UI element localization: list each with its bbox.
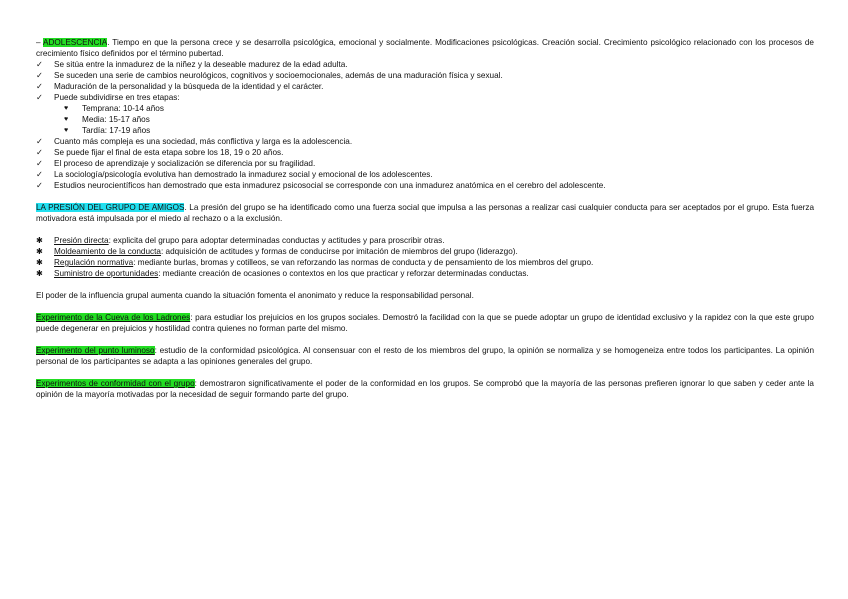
- item-term: Suministro de oportunidades: [54, 269, 159, 278]
- check-icon: ✓: [36, 137, 43, 146]
- experiment-term: Experimentos de conformidad con el grupo: [36, 379, 195, 388]
- experiment-term: Experimento de la Cueva de los Ladrones: [36, 313, 191, 322]
- list-item-text: Maduración de la personalidad y la búsqueda de la identidad y el carácter.: [54, 82, 324, 91]
- list-item: [36, 257, 814, 268]
- list-item: [36, 136, 814, 147]
- experiment-paragraph: [36, 378, 814, 400]
- heart-icon: ♥: [64, 105, 69, 112]
- item-term: Moldeamiento de la conducta: [54, 247, 161, 256]
- spacer: [36, 334, 814, 345]
- list-item: [36, 92, 814, 103]
- check-icon: ✓: [36, 93, 43, 102]
- check-icon: ✓: [36, 82, 43, 91]
- stage-text: Tardía: 17-19 años: [82, 126, 151, 135]
- adolescencia-text: . Tiempo en que la persona crece y se desarrolla psicológica, emocional y socialmente. Modificaciones psicológicas. Creación social. Crecimiento psicológico relacionado con los procesos de crecimiento físico definidos por el término pubertad.: [36, 38, 814, 58]
- item-text: : mediante burlas, bromas y cotilleos, se van reforzando las normas de conducta y de pensamiento de los miembros del grupo.: [133, 258, 594, 267]
- experiment-paragraph: [36, 345, 814, 367]
- heart-icon: ♥: [64, 127, 69, 134]
- experiment-term: Experimento del punto luminoso: [36, 346, 155, 355]
- grupo-text: . La presión del grupo se ha identificado como una fuerza social que impulsa a las personas a realizar casi cualquier conducta para ser aceptados por el grupo. Esta fuerza motivadora está impulsada por el miedo al rechazo o a la exclusión.: [36, 203, 814, 223]
- list-item: [36, 180, 814, 191]
- stage-text: Temprana: 10-14 años: [82, 104, 164, 113]
- list-item-text: Se suceden una serie de cambios neurológicos, cognitivos y socioemocionales, además de una maduración física y sexual.: [54, 71, 503, 80]
- adolescencia-term: ADOLESCENCIA: [43, 38, 108, 47]
- item-text: : mediante creación de ocasiones o contextos en los que practicar y reforzar determinadas conductas.: [158, 269, 529, 278]
- list-item: [36, 70, 814, 81]
- stage-text: Media: 15-17 años: [82, 115, 150, 124]
- list-item-text: Se sitúa entre la inmadurez de la niñez y la deseable madurez de la edad adulta.: [54, 60, 348, 69]
- list-item: [36, 59, 814, 70]
- item-term: Regulación normativa: [54, 258, 134, 267]
- experiment-text: : demostraron significativamente el poder de la conformidad en los grupos. Se comprobó que la mayoría de las personas prefieren ignorar lo que saben y ceder ante la opinión de la mayoría motivadas por la necesidad de seguir formando parte del grupo.: [36, 379, 814, 399]
- pressure-types-list: [36, 235, 814, 279]
- item-text: : explicita del grupo para adoptar determinadas conductas y actitudes y para proscribir otras.: [108, 236, 445, 245]
- experiment-text: : estudio de la conformidad psicológica. Al consensuar con el resto de los miembros del grupo, la opinión se normaliza y se homogeneiza entre todos los participantes. La opinión personal de los participantes se adapta a las opiniones generales del grupo.: [36, 346, 814, 366]
- dash: –: [36, 38, 44, 47]
- spacer: [36, 191, 814, 202]
- influence-paragraph: El poder de la influencia grupal aumenta cuando la situación fomenta el anonimato y reduce la responsabilidad personal.: [36, 291, 474, 300]
- stage-item: [36, 125, 814, 136]
- stages-list: [36, 103, 814, 136]
- experiment-paragraph: [36, 312, 814, 334]
- asterisk-icon: ✱: [36, 247, 43, 256]
- asterisk-icon: ✱: [36, 258, 43, 267]
- list-item: [36, 246, 814, 257]
- asterisk-icon: ✱: [36, 269, 43, 278]
- check-icon: ✓: [36, 60, 43, 69]
- check-icon: ✓: [36, 159, 43, 168]
- check-icon: ✓: [36, 148, 43, 157]
- document-page: [36, 37, 814, 400]
- stage-item: [36, 103, 814, 114]
- experiment-text: : para estudiar los prejuicios en los grupos sociales. Demostró la facilidad con la que se puede adoptar un grupo de identidad exclusivo y la rapidez con la que este grupo puede degenerar en prejuicios y hostilidad contra quienes no forman parte del mismo.: [36, 313, 814, 333]
- list-item: [36, 268, 814, 279]
- adolescencia-checklist-a: [36, 59, 814, 103]
- list-item-text: El proceso de aprendizaje y socialización se diferencia por su fragilidad.: [54, 159, 316, 168]
- list-item: [36, 235, 814, 246]
- list-item-text: Cuanto más compleja es una sociedad, más conflictiva y larga es la adolescencia.: [54, 137, 353, 146]
- grupo-term: LA PRESIÓN DEL GRUPO DE AMIGOS: [36, 203, 185, 212]
- list-item-text: Estudios neurocientíficos han demostrado que esta inmadurez psicosocial se corresponde con una inmadurez anatómica en el cerebro del adolescente.: [54, 181, 606, 190]
- asterisk-icon: ✱: [36, 236, 43, 245]
- item-text: : adquisición de actitudes y formas de conducirse por imitación de miembros del grupo (liderazgo).: [160, 247, 518, 256]
- list-item-text: La sociología/psicología evolutiva han demostrado la inmadurez social y emocional de los adolescentes.: [54, 170, 433, 179]
- stage-item: [36, 114, 814, 125]
- spacer: [36, 301, 814, 312]
- list-item: [36, 169, 814, 180]
- list-item-text: Se puede fijar el final de esta etapa sobre los 18, 19 o 20 años.: [54, 148, 284, 157]
- list-item: [36, 158, 814, 169]
- check-icon: ✓: [36, 71, 43, 80]
- item-term: Presión directa: [54, 236, 109, 245]
- check-icon: ✓: [36, 181, 43, 190]
- spacer: [36, 367, 814, 378]
- check-icon: ✓: [36, 170, 43, 179]
- list-item: [36, 147, 814, 158]
- heart-icon: ♥: [64, 116, 69, 123]
- list-item: [36, 81, 814, 92]
- adolescencia-paragraph: [36, 37, 814, 59]
- spacer: [36, 279, 814, 290]
- adolescencia-checklist-b: [36, 136, 814, 191]
- list-item-text: Puede subdividirse en tres etapas:: [54, 93, 180, 102]
- grupo-paragraph: [36, 202, 814, 224]
- spacer: [36, 224, 814, 235]
